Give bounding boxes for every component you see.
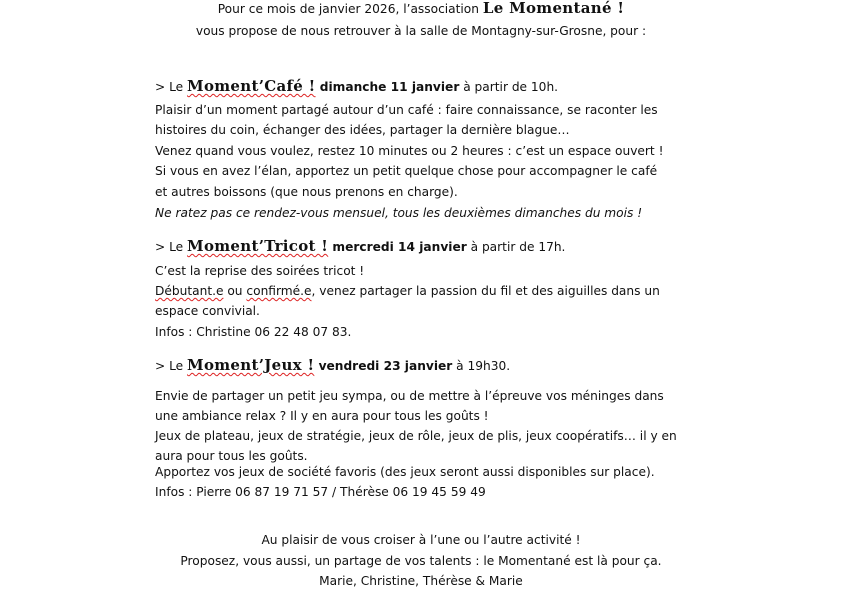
event-cafe-time: à partir de 10h. — [459, 80, 559, 94]
event-cafe-text-line: Venez quand vous voulez, restez 10 minutes ou 2 heures : c’est un espace ouvert ! — [155, 144, 664, 158]
event-jeux-time: à 19h30. — [452, 359, 511, 373]
word-debutant: Débutant.e — [155, 284, 224, 298]
event-jeux-text-line: Jeux de plateau, jeux de stratégie, jeux de rôle, jeux de plis, jeux coopératifs… il y en — [155, 429, 677, 443]
event-tricot-title: Moment’Tricot ! — [187, 237, 329, 255]
event-tricot-text-line: espace convivial. — [155, 304, 260, 318]
closing-line-2: Proposez, vous aussi, un partage de vos talents : le Momentané est là pour ça. — [180, 554, 662, 568]
event-cafe-heading — [155, 78, 558, 95]
event-tricot-day: mercredi 14 janvier — [328, 240, 467, 254]
word-ou: ou — [223, 284, 247, 298]
event-jeux-text-line: aura pour tous les goûts. — [155, 449, 308, 463]
intro-line-2: vous propose de nous retrouver à la salle de Montagny-sur-Grosne, pour : — [195, 24, 647, 38]
event-tricot-text-line: C’est la reprise des soirées tricot ! — [155, 264, 365, 278]
arrow-marker: > Le — [155, 240, 188, 254]
word-confirme: confirmé.e — [246, 284, 312, 298]
signature: Marie, Christine, Thérèse & Marie — [319, 574, 523, 588]
event-cafe-text-line: Si vous en avez l’élan, apportez un petit quelque chose pour accompagner le café — [155, 164, 658, 178]
event-jeux-text-line: une ambiance relax ? Il y en aura pour tous les goûts ! — [155, 409, 489, 423]
event-jeux-contact: Infos : Pierre 06 87 19 71 57 / Thérèse 06 19 45 59 49 — [155, 485, 486, 499]
event-jeux-day: vendredi 23 janvier — [314, 359, 453, 373]
arrow-marker: > Le — [155, 80, 188, 94]
event-cafe-day: dimanche 11 janvier — [315, 80, 460, 94]
event-jeux-text-line: Envie de partager un petit jeu sympa, ou de mettre à l’épreuve vos méninges dans — [155, 389, 664, 403]
event-tricot-text-line — [155, 283, 660, 299]
event-cafe-text-line: et autres boissons (que nous prenons en charge). — [155, 185, 458, 199]
event-tricot-contact: Infos : Christine 06 22 48 07 83. — [155, 325, 352, 339]
closing-line-1: Au plaisir de vous croiser à l’une ou l’autre activité ! — [261, 533, 581, 547]
intro-prefix: Pour ce mois de janvier 2026, l’association — [217, 2, 483, 16]
event-cafe-italic-note: Ne ratez pas ce rendez-vous mensuel, tous les deuxièmes dimanches du mois ! — [155, 206, 643, 220]
event-cafe-text-line: histoires du coin, échanger des idées, partager la dernière blague… — [155, 123, 570, 137]
event-jeux-text-line: Apportez vos jeux de société favoris (des jeux seront aussi disponibles sur place). — [155, 465, 655, 479]
event-tricot-heading — [155, 238, 565, 255]
arrow-marker: > Le — [155, 359, 188, 373]
event-tricot-time: à partir de 17h. — [466, 240, 566, 254]
event-cafe-title: Moment’Café ! — [187, 77, 316, 95]
intro-line-1 — [0, 0, 842, 17]
association-name: Le Momentané ! — [482, 0, 625, 17]
event-jeux-heading — [155, 357, 510, 374]
event-jeux-title: Moment’Jeux ! — [187, 356, 315, 374]
event-cafe-text-line: Plaisir d’un moment partagé autour d’un café : faire connaissance, se raconter les — [155, 103, 658, 117]
tricot-line-rest: , venez partager la passion du fil et des aiguilles dans un — [311, 284, 660, 298]
